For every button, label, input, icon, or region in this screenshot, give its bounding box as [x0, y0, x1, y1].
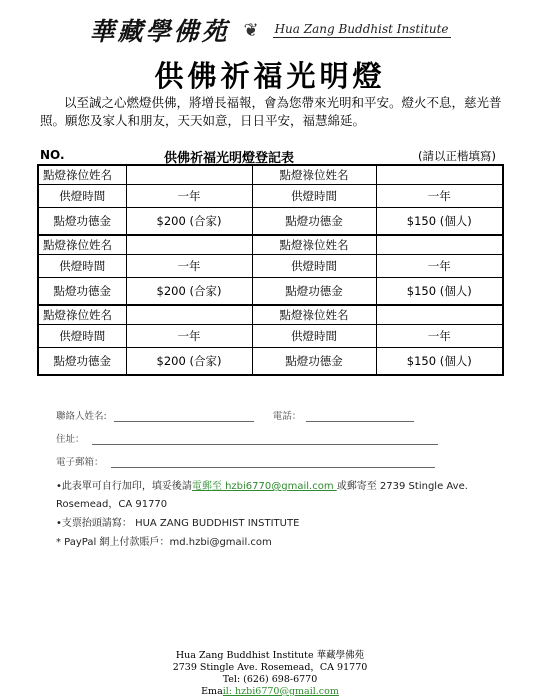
email-field[interactable]: [111, 457, 435, 468]
row-label: 供燈時間: [38, 255, 126, 278]
contact-name-row: [56, 408, 414, 422]
name-input-cell[interactable]: [126, 165, 252, 185]
phone-label: 電話：: [272, 411, 302, 422]
row-label: 供燈時間: [252, 255, 376, 278]
note-check-payable: •支票抬頭請寫： HUA ZANG BUDDHIST INSTITUTE: [56, 518, 300, 529]
footer: [0, 650, 540, 698]
email-row: [56, 454, 435, 468]
row-value: $200 (合家): [126, 278, 252, 306]
note-print-text: •此表單可自行加印，填妥後請: [56, 481, 192, 492]
address-row: [56, 431, 438, 445]
phone-field[interactable]: [306, 411, 414, 422]
table-row: [38, 278, 503, 306]
name-input-cell[interactable]: [126, 305, 252, 325]
note-address: Rosemead，CA 91770: [56, 499, 168, 510]
form-note: (請以正楷填寫): [418, 149, 496, 163]
registration-table: [37, 164, 504, 376]
intro-paragraph: 以至誠之心燃燈供佛，將增長福報，會為您帶來光明和平安。燈火不息，慈光普照。願您及家人和朋友，天天如意，日日平安，福慧綿延。: [40, 95, 502, 128]
table-row: [38, 325, 503, 348]
table-row: [38, 165, 503, 185]
logo-signature-english: Hua Zang Buddhist Institute: [274, 22, 449, 36]
row-label: 點燈祿位姓名: [252, 235, 376, 255]
row-value: $150 (個人): [376, 278, 503, 306]
name-input-cell[interactable]: [126, 235, 252, 255]
table-row: [38, 348, 503, 376]
address-field[interactable]: [92, 434, 438, 445]
row-label: 點燈祿位姓名: [252, 165, 376, 185]
form-title: 供佛祈福光明燈登記表: [164, 151, 295, 166]
form-header: [40, 147, 502, 166]
row-label: 點燈祿位姓名: [38, 235, 126, 255]
seal-mark-icon: ❦: [243, 19, 259, 41]
email-link[interactable]: 電郵至 hzbi6770@gmail.com: [191, 481, 337, 492]
row-value: 一年: [126, 185, 252, 208]
footer-org: Hua Zang Buddhist Institute 華藏學佛苑: [175, 650, 365, 661]
row-label: 供燈時間: [252, 185, 376, 208]
row-value: 一年: [376, 185, 503, 208]
row-value: $200 (合家): [126, 348, 252, 376]
footer-email-link[interactable]: il: hzbi6770@gmail.com: [222, 686, 339, 697]
name-input-cell[interactable]: [376, 165, 503, 185]
footer-email-prefix: Ema: [201, 686, 223, 697]
table-row: [38, 235, 503, 255]
footer-address: 2739 Stingle Ave. Rosemead，CA 91770: [172, 662, 368, 673]
row-value: 一年: [376, 325, 503, 348]
logo-chinese: 華藏學佛苑: [89, 17, 230, 46]
name-input-cell[interactable]: [376, 235, 503, 255]
table-row: [38, 255, 503, 278]
note-print-submit: [56, 477, 496, 492]
table-row: [38, 305, 503, 325]
row-label: 點燈祿位姓名: [38, 165, 126, 185]
row-label: 供燈時間: [38, 185, 126, 208]
contact-name-label: 聯絡人姓名:: [56, 411, 107, 422]
table-row: [38, 185, 503, 208]
row-value: 一年: [126, 255, 252, 278]
footer-email: [0, 686, 540, 698]
row-label: 點燈功德金: [252, 348, 376, 376]
row-label: 點燈功德金: [38, 278, 126, 306]
note-paypal: * PayPal 網上付款賬戶：md.hzbi@gmail.com: [56, 537, 272, 548]
contact-name-field[interactable]: [114, 411, 254, 422]
row-label: 供燈時間: [252, 325, 376, 348]
page-title: 供佛祈福光明燈: [154, 59, 386, 93]
row-label: 點燈祿位姓名: [38, 305, 126, 325]
address-label: 住址：: [56, 434, 85, 445]
header-logos: [0, 8, 540, 52]
row-value: $200 (合家): [126, 208, 252, 236]
table-row: [38, 208, 503, 236]
note-mail-text: 或郵寄至 2739 Stingle Ave.: [336, 481, 468, 492]
row-value: $150 (個人): [376, 208, 503, 236]
form-number-label: NO.: [40, 148, 65, 162]
row-value: 一年: [376, 255, 503, 278]
row-value: $150 (個人): [376, 348, 503, 376]
email-label: 電子郵箱：: [56, 457, 104, 468]
row-value: 一年: [126, 325, 252, 348]
row-label: 點燈功德金: [38, 348, 126, 376]
footer-phone: Tel: (626) 698-6770: [222, 674, 318, 685]
name-input-cell[interactable]: [376, 305, 503, 325]
row-label: 供燈時間: [38, 325, 126, 348]
row-label: 點燈祿位姓名: [252, 305, 376, 325]
row-label: 點燈功德金: [38, 208, 126, 236]
row-label: 點燈功德金: [252, 278, 376, 306]
row-label: 點燈功德金: [252, 208, 376, 236]
